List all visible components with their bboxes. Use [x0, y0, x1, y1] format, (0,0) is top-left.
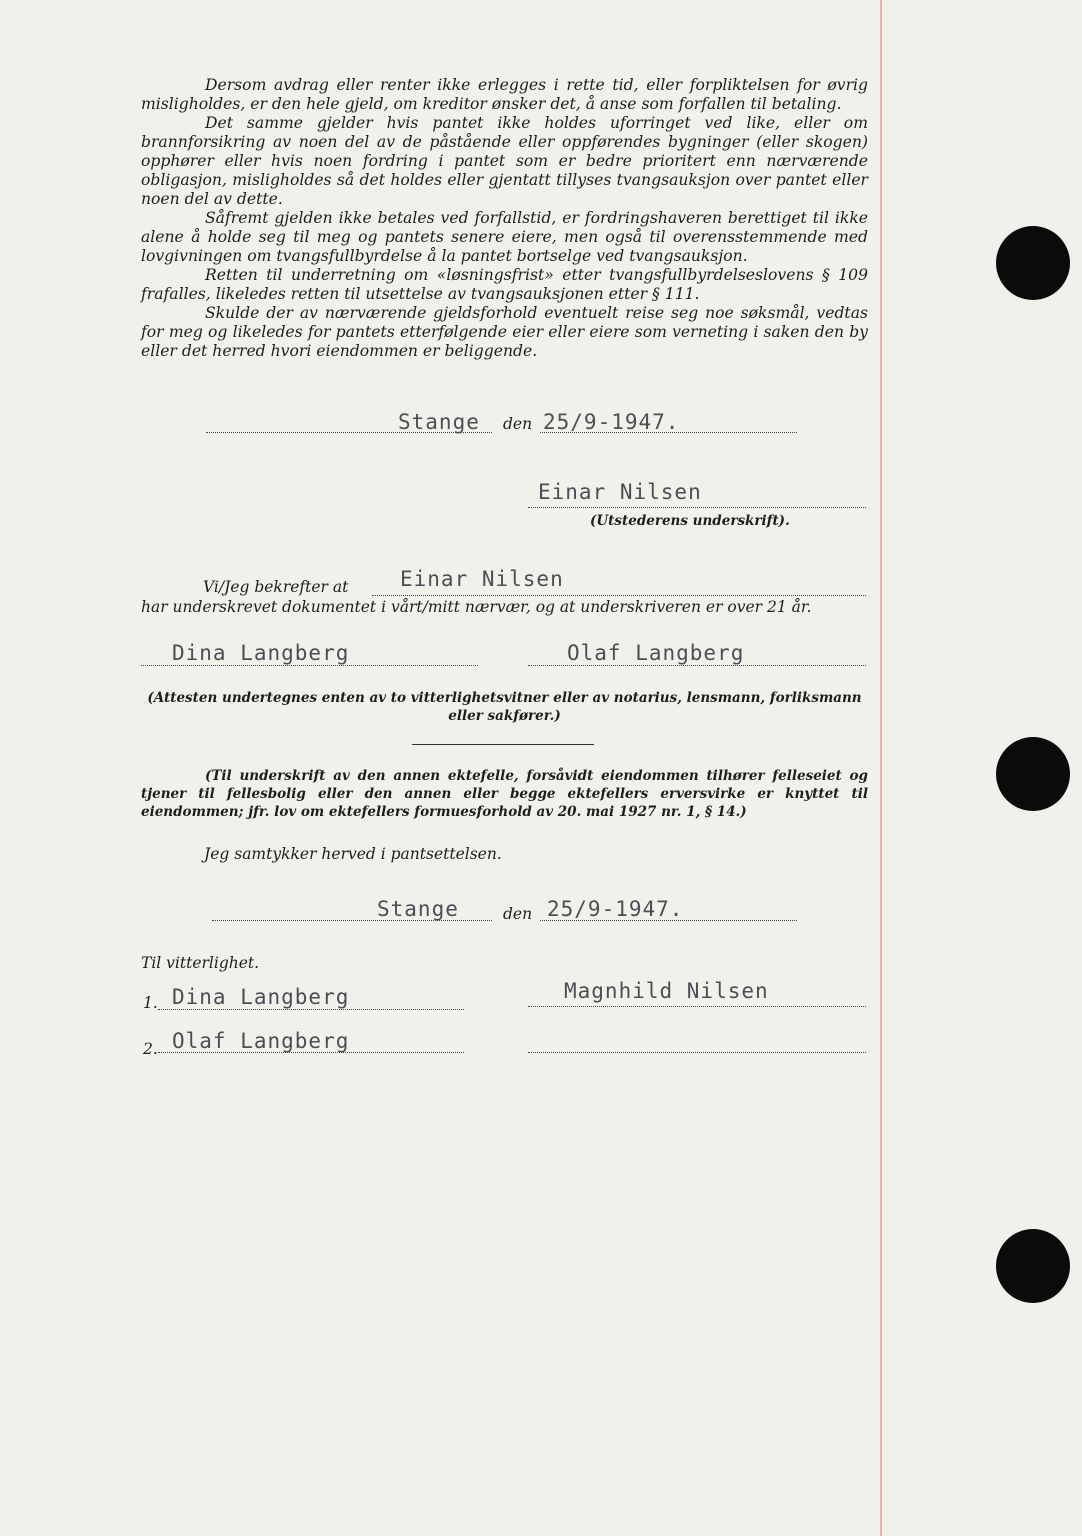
consent-text: Jeg samtykker herved i pantsettelsen. [204, 845, 502, 863]
witness-number: 1. [143, 994, 158, 1012]
terms-paragraph: Såfremt gjelden ikke betales ved forfallstid, er fordringshaveren berettiget til ikke alene å holde seg til meg og pantets senere eiere, men også til overensstemmende med lovgivningen om tvangsfullbyrdelse å la pantet bortselge ved tvangsauksjon. [141, 209, 868, 265]
witness-line [528, 665, 866, 666]
witness-heading: Til vitterlighet. [141, 954, 260, 972]
attestation-note: (Attesten undertegnes enten av to vitterlighetsvitner eller av notarius, lensmann, forliksmann eller sakfører.) [147, 690, 862, 724]
witness-line [158, 1009, 464, 1010]
witness-signature: Olaf Langberg [172, 1029, 350, 1053]
signature-line [528, 507, 866, 508]
place-handwritten: Stange [377, 897, 459, 921]
spouse-note: (Til underskrift av den annen ektefelle, forsåvidt eiendommen tilhører felleseiet og tjener til fellesbolig eller den annen eller begge ektefellers erversvirke er knyttet til eiendommen; jfr. lov om ektefellers formuesforhold av 20. mai 1927 nr. 1, § 14.) [141, 768, 868, 820]
terms-text [141, 76, 868, 361]
attestation-continuation: har underskrevet dokumentet i vårt/mitt nærvær, og at underskriveren er over 21 år. [141, 598, 812, 616]
signature-caption: (Utstederens underskrift). [590, 513, 790, 529]
date-handwritten: 25/9-1947. [543, 410, 680, 434]
witness-signature: Olaf Langberg [567, 641, 745, 665]
punch-hole [996, 1229, 1070, 1303]
spouse-signature: Magnhild Nilsen [564, 979, 769, 1003]
date-handwritten: 25/9-1947. [547, 897, 684, 921]
attestation-lead: Vi/Jeg bekrefter at [203, 578, 349, 596]
witness-signature: Dina Langberg [172, 985, 350, 1009]
issuer-signature: Einar Nilsen [538, 480, 702, 504]
place-handwritten: Stange [398, 410, 480, 434]
punch-hole [996, 226, 1070, 300]
attested-name-line [372, 595, 866, 596]
blank-line [528, 1052, 866, 1053]
terms-paragraph: Skulde der av nærværende gjeldsforhold eventuelt reise seg noe søksmål, vedtas for meg og likeledes for pantets etterfølgende eier eller eiere som verneting i saken den by eller det herred hvori eiendommen er beliggende. [141, 304, 868, 360]
terms-paragraph: Retten til underretning om «løsningsfrist» etter tvangsfullbyrdelseslovens § 109 frafalles, likeledes retten til utsettelse av tvangsauksjonen etter § 111. [141, 266, 868, 303]
margin-line [880, 0, 882, 1536]
section-divider [412, 744, 594, 745]
terms-paragraph: Dersom avdrag eller renter ikke erlegges i rette tid, eller forpliktelsen for øvrig misligholdes, er den hele gjeld, om kreditor ønsker det, å anse som forfallen til betaling. [141, 76, 868, 113]
den-label: den [503, 905, 533, 923]
spouse-signature-line [528, 1006, 866, 1007]
witness-number: 2. [143, 1040, 158, 1058]
den-label: den [503, 415, 533, 433]
witness-signature: Dina Langberg [172, 641, 350, 665]
attested-name: Einar Nilsen [400, 567, 564, 591]
terms-paragraph: Det samme gjelder hvis pantet ikke holdes uforringet ved like, eller om brannforsikring av noen del av de påstående eller oppførendes bygninger (eller skogen) opphører eller hvis noen fordring i pantet som er bedre prioritert enn nærværende obligasjon, misligholdes så det holdes eller gjentatt tillyses tvangsauksjon over pantet eller noen del av dette. [141, 114, 868, 208]
witness-line [141, 665, 478, 666]
punch-hole [996, 737, 1070, 811]
